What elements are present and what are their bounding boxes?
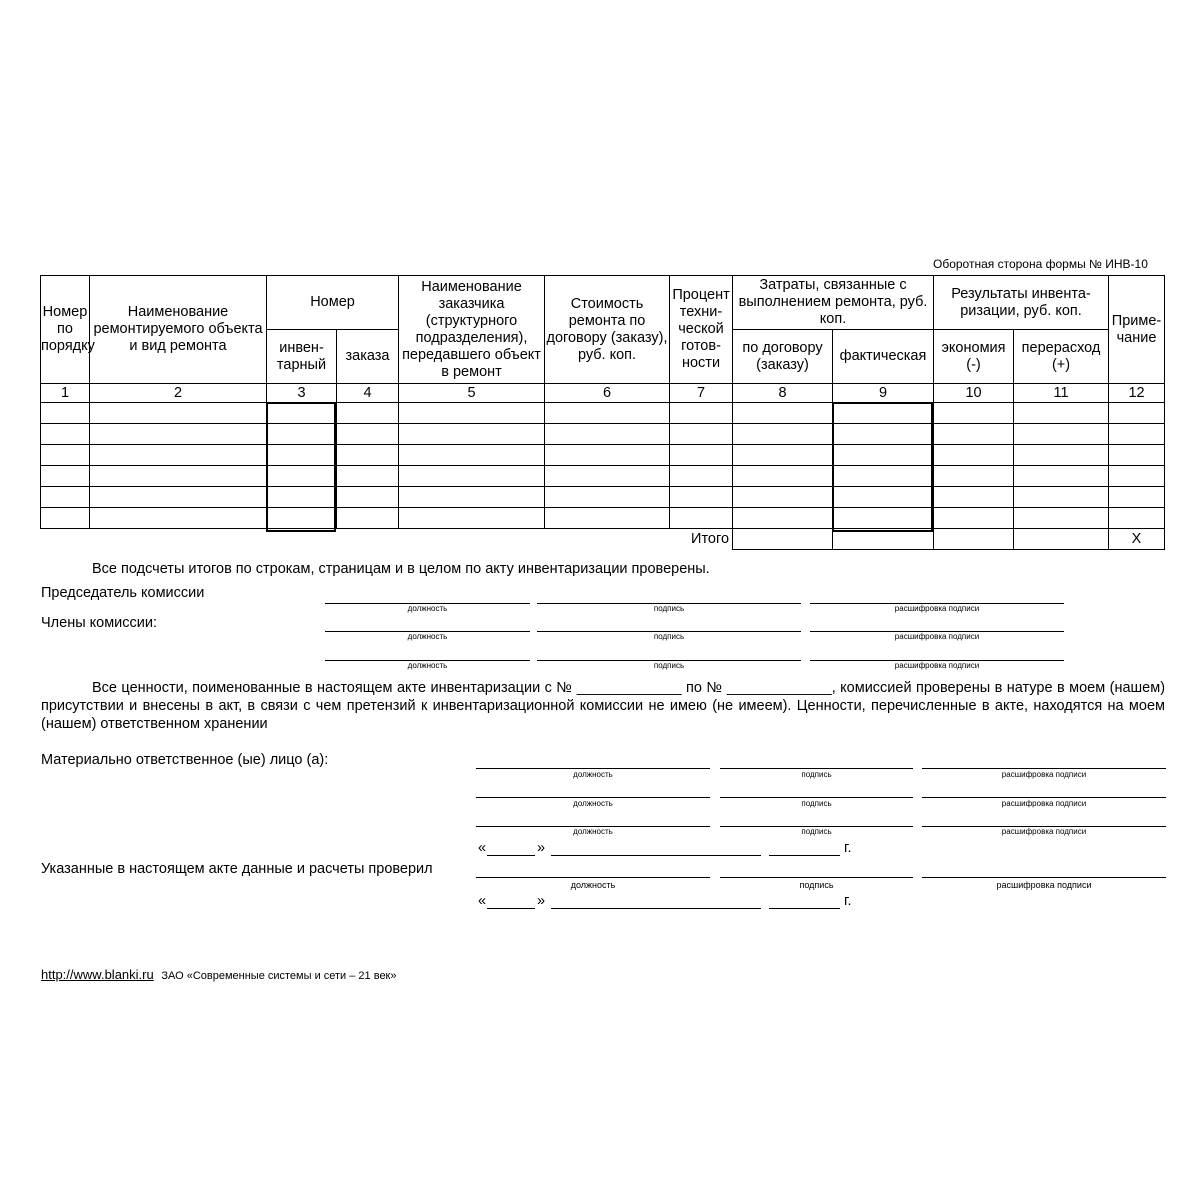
column-number: 4 [337,384,399,403]
total-contract-cell[interactable] [733,529,833,550]
total-row [41,529,1165,550]
table-row[interactable] [41,508,1165,529]
responsible1-position-line[interactable] [476,768,710,769]
signature-caption: подпись [653,661,685,670]
verifier-signature-line[interactable] [720,877,913,878]
responsible-persons-label: Материально ответственное (ые) лицо (а): [41,752,329,768]
header-object-name: Наименование ремонтируемого объекта и вид ремонта [90,276,267,384]
position-caption: должность [573,799,613,808]
table-row[interactable] [41,424,1165,445]
header-actual-cost: фактическая [833,330,934,384]
column-number: 9 [833,384,934,403]
values-paragraph-part1: Все ценности, поименованные в настоящем акте инвентаризации с № [92,680,573,696]
decode-caption: расшифровка подписи [894,632,980,641]
date-year-line[interactable] [769,855,840,856]
position-caption: должность [407,661,448,670]
decode-caption: расшифровка подписи [1001,827,1087,836]
signature-caption: подпись [801,799,832,808]
header-overspend: перерасход (+) [1014,330,1109,384]
column-number: 6 [545,384,670,403]
header-order-number: заказа [337,330,399,384]
header-readiness-percent: Процент техни-ческой готов-ности [670,276,733,384]
decode-caption: расшифровка подписи [894,604,980,613]
column-number: 8 [733,384,833,403]
signature-caption: подпись [801,770,832,779]
position-caption: должность [573,770,613,779]
values-paragraph-part3: , комиссией проверены в натуре в моем (нашем) присутствии и внесены в акт, в связи с чем претензий к инвентаризационной комиссии не имею (не имеем). Ценности, перечисленные в акте, находятся на моем (нашем) ответственном хранении [41,680,1166,732]
responsible2-decode-line[interactable] [922,797,1166,798]
total-label: Итого [691,530,730,547]
column-number: 5 [399,384,545,403]
chairman-label: Председатель комиссии [41,585,205,601]
column-number: 7 [670,384,733,403]
date-open-quote: « [478,840,487,856]
signature-caption: подпись [653,632,685,641]
total-note-x: X [1109,529,1165,550]
date-day-line[interactable] [487,908,535,909]
totals-check-text: Все подсчеты итогов по строкам, страницам и в целом по акту инвентаризации проверены. [92,561,710,577]
column-number: 1 [41,384,90,403]
total-overspend-cell[interactable] [1014,529,1109,550]
position-caption: должность [407,604,448,613]
date-month-line[interactable] [551,908,761,909]
date-close-quote: » [537,893,546,909]
verifier-position-line[interactable] [476,877,710,878]
date-day-line[interactable] [487,855,535,856]
verifier-decode-line[interactable] [922,877,1166,878]
column-number: 10 [934,384,1014,403]
position-caption: должность [407,632,448,641]
footer-link[interactable]: http://www.blanki.ru [41,967,154,982]
header-savings: экономия (-) [934,330,1014,384]
column-numbers-row [41,384,1165,403]
header-costs-group: Затраты, связанные с выполнением ремонта, руб. коп. [733,276,934,330]
responsible2-position-line[interactable] [476,797,710,798]
date-month-line[interactable] [551,855,761,856]
position-caption: должность [573,827,613,836]
table-row[interactable] [41,487,1165,508]
column-number: 11 [1014,384,1109,403]
header-contract-cost: по договору (заказу) [733,330,833,384]
header-repair-cost: Стоимость ремонта по договору (заказу), руб. коп. [545,276,670,384]
table-row[interactable] [41,403,1165,424]
date-year-suffix: г. [844,893,852,909]
signature-caption: подпись [653,604,685,613]
decode-caption: расшифровка подписи [1001,770,1087,779]
responsible2-signature-line[interactable] [720,797,913,798]
members-label: Члены комиссии: [41,615,158,631]
from-number-blank[interactable]: _____________ [576,680,682,696]
date-year-suffix: г. [844,840,852,856]
date-open-quote: « [478,893,487,909]
header-number-group: Номер [267,276,399,330]
footer [41,967,397,982]
decode-caption: расшифровка подписи [1001,799,1087,808]
header-note: Приме-чание [1109,276,1165,384]
column-number: 3 [267,384,337,403]
to-number-blank[interactable]: _____________ [726,680,832,696]
header-row-number: Номер по порядку [41,276,90,384]
column-number: 12 [1109,384,1165,403]
responsible1-signature-line[interactable] [720,768,913,769]
repair-objects-table [40,275,1165,550]
values-paragraph-part2: по № [686,680,723,696]
total-actual-cell[interactable] [833,529,934,550]
signature-caption: подпись [801,827,832,836]
total-savings-cell[interactable] [934,529,1014,550]
position-caption: должность [570,880,616,890]
column-number: 2 [90,384,267,403]
verified-by-label: Указанные в настоящем акте данные и расчеты проверил [41,861,433,877]
header-inventory-number: инвен-тарный [267,330,337,384]
signature-caption: подпись [799,880,834,890]
header-customer-name: Наименование заказчика (структурного подразделения), передавшего объект в ремонт [399,276,545,384]
form-title: Оборотная сторона формы № ИНВ-10 [933,257,1148,271]
table-row[interactable] [41,466,1165,487]
responsible1-decode-line[interactable] [922,768,1166,769]
values-paragraph [41,679,1165,733]
decode-caption: расшифровка подписи [996,880,1092,890]
table-row[interactable] [41,445,1165,466]
header-results-group: Результаты инвента-ризации, руб. коп. [934,276,1109,330]
date-year-line[interactable] [769,908,840,909]
footer-company: ЗАО «Современные системы и сети – 21 век» [161,970,397,982]
decode-caption: расшифровка подписи [894,661,980,670]
date-close-quote: » [537,840,546,856]
